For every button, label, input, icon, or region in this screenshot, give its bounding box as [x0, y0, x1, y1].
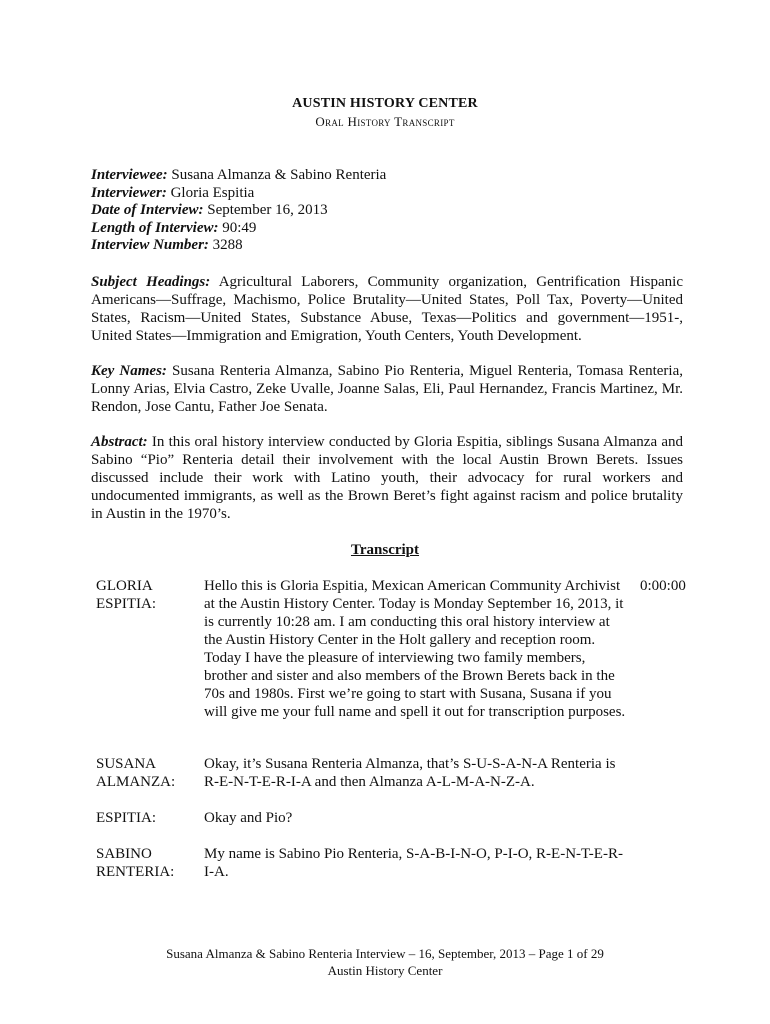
speaker-line: ESPITIA:	[96, 596, 156, 612]
subject-headings-text: Agricultural Laborers, Community organization, Gentrification Hispanic Americans—Suffrage, Machismo, Police Brutality—United States, Poll Tax, Poverty—United States, Racism—United States, Substance Abuse, Texas—Politics and government—1951-, United States—Immigration and Emigration, Youth Centers, Youth Development.	[91, 274, 683, 344]
length-value: 90:49	[218, 219, 257, 236]
document-subtitle: Oral History Transcript	[315, 114, 455, 129]
speech-text: Okay, it’s Susana Renteria Almanza, that’s S-U-S-A-N-A Renteria is R-E-N-T-E-R-I-A and then Almanza A-L-M-A-N-Z-A.	[204, 756, 616, 790]
speech-text: My name is Sabino Pio Renteria, S-A-B-I-N-O, P-I-O, R-E-N-T-E-R-I-A.	[204, 846, 623, 880]
interviewer-value: Gloria Espitia	[166, 184, 255, 201]
key-names-label: Key Names:	[91, 363, 167, 379]
interviewee-row	[91, 166, 681, 184]
document-title: AUSTIN HISTORY CENTER	[292, 96, 478, 111]
interviewer-row	[91, 184, 681, 202]
number-row	[91, 236, 681, 254]
speaker-name	[96, 755, 196, 791]
speaker-line: RENTERIA:	[96, 864, 175, 880]
key-names-text: Susana Renteria Almanza, Sabino Pio Renteria, Miguel Renteria, Tomasa Renteria, Lonny Arias, Elvia Castro, Zeke Uvalle, Joanne Salas, Eli, Paul Hernandez, Francis Martinez, Mr. Rendon, Jose Cantu, Father Joe Senata.	[91, 363, 683, 415]
date-row	[91, 201, 681, 219]
number-label: Interview Number:	[91, 237, 209, 253]
abstract-text: In this oral history interview conducted by Gloria Espitia, siblings Susana Almanza and Sabino “Pio” Renteria detail their involvement with the local Austin Brown Berets. Issues discussed include their work with Latino youth, their advocacy for rural workers and undocumented immigrants, as well as the Brown Beret’s fight against racism and police brutality in Austin in the 1970’s.	[91, 434, 683, 522]
number-value: 3288	[208, 237, 243, 253]
key-names	[91, 362, 683, 416]
speaker-line: SABINO	[96, 846, 152, 862]
date-label: Date of Interview:	[91, 202, 204, 218]
subject-headings	[91, 273, 683, 345]
footer-line: Austin History Center	[327, 963, 443, 978]
length-row	[91, 219, 681, 237]
speech-text: Hello this is Gloria Espitia, Mexican American Community Archivist at the Austin History Center. Today is Monday September 16, 2013, it is currently 10:28 am. I am conducting this oral history interview at the Austin History Center in the Holt gallery and reception room. Today I have the pleasure of interviewing two family members, brother and sister and also members of the Brown Berets back in the 70s and 1980s. First we’re going to start with Susana, Susana if you will give me your full name and spell it out for transcription purposes.	[204, 578, 626, 720]
speaker-line: ESPITIA:	[96, 810, 156, 826]
abstract-label: Abstract:	[91, 434, 148, 450]
speaker-line: SUSANA	[96, 756, 157, 772]
footer-line: Susana Almanza & Sabino Renteria Interview – 16, September, 2013 – Page 1 of 29	[166, 946, 604, 961]
speech-text: Okay and Pio?	[204, 810, 293, 826]
speaker-name	[96, 845, 196, 881]
speaker-line: ALMANZA:	[96, 774, 176, 790]
page-footer	[0, 945, 770, 979]
speaker-name	[96, 809, 196, 827]
length-label: Length of Interview:	[91, 219, 219, 236]
subject-headings-label: Subject Headings:	[91, 274, 211, 290]
interview-metadata	[91, 166, 681, 254]
timecode: 0:00:00	[640, 578, 686, 594]
interviewer-label: Interviewer:	[91, 184, 167, 201]
interviewee-value: Susana Almanza & Sabino Renteria	[167, 167, 387, 183]
transcript-heading: Transcript	[350, 542, 420, 558]
speaker-line: GLORIA	[96, 578, 153, 594]
interviewee-label: Interviewee:	[91, 167, 168, 183]
date-value: September 16, 2013	[203, 202, 328, 218]
speaker-name	[96, 577, 196, 613]
abstract	[91, 433, 683, 523]
